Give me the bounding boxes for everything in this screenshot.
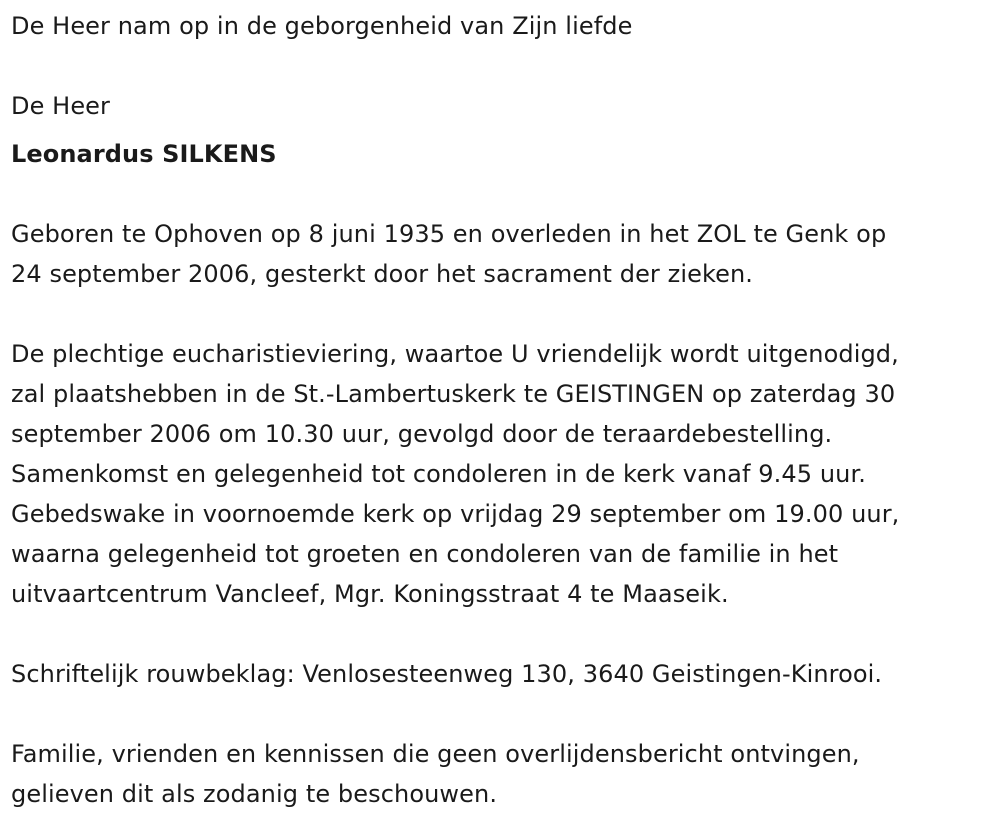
paragraph-line: uitvaartcentrum Vancleef, Mgr. Koningsstraat 4 te Maaseik. [11, 580, 729, 608]
paragraph-line: Gebedswake in voornoemde kerk op vrijdag 29 september om 19.00 uur, [11, 500, 900, 528]
paragraph-line: 24 september 2006, gesterkt door het sacrament der zieken. [11, 260, 754, 288]
paragraph-line: september 2006 om 10.30 uur, gevolgd door de teraardebestelling. [11, 420, 833, 448]
deceased-name: Leonardus SILKENS [11, 140, 277, 168]
paragraph-line: Geboren te Ophoven op 8 juni 1935 en overleden in het ZOL te Genk op [11, 220, 887, 248]
paragraph-line: zal plaatshebben in de St.-Lambertuskerk te GEISTINGEN op zaterdag 30 [11, 380, 896, 408]
paragraph-line: waarna gelegenheid tot groeten en condoleren van de familie in het [11, 540, 839, 568]
intro-line: De Heer nam op in de geborgenheid van Zijn liefde [11, 12, 633, 40]
paragraph-line: gelieven dit als zodanig te beschouwen. [11, 780, 498, 808]
paragraph-line: Samenkomst en gelegenheid tot condoleren in de kerk vanaf 9.45 uur. [11, 460, 866, 488]
paragraph-line: De plechtige eucharistieviering, waartoe U vriendelijk wordt uitgenodigd, [11, 340, 899, 368]
honorific: De Heer [11, 92, 111, 120]
condolence-address: Schriftelijk rouwbeklag: Venlosesteenweg 130, 3640 Geistingen-Kinrooi. [11, 660, 883, 688]
paragraph-line: Familie, vrienden en kennissen die geen overlijdensbericht ontvingen, [11, 740, 860, 768]
